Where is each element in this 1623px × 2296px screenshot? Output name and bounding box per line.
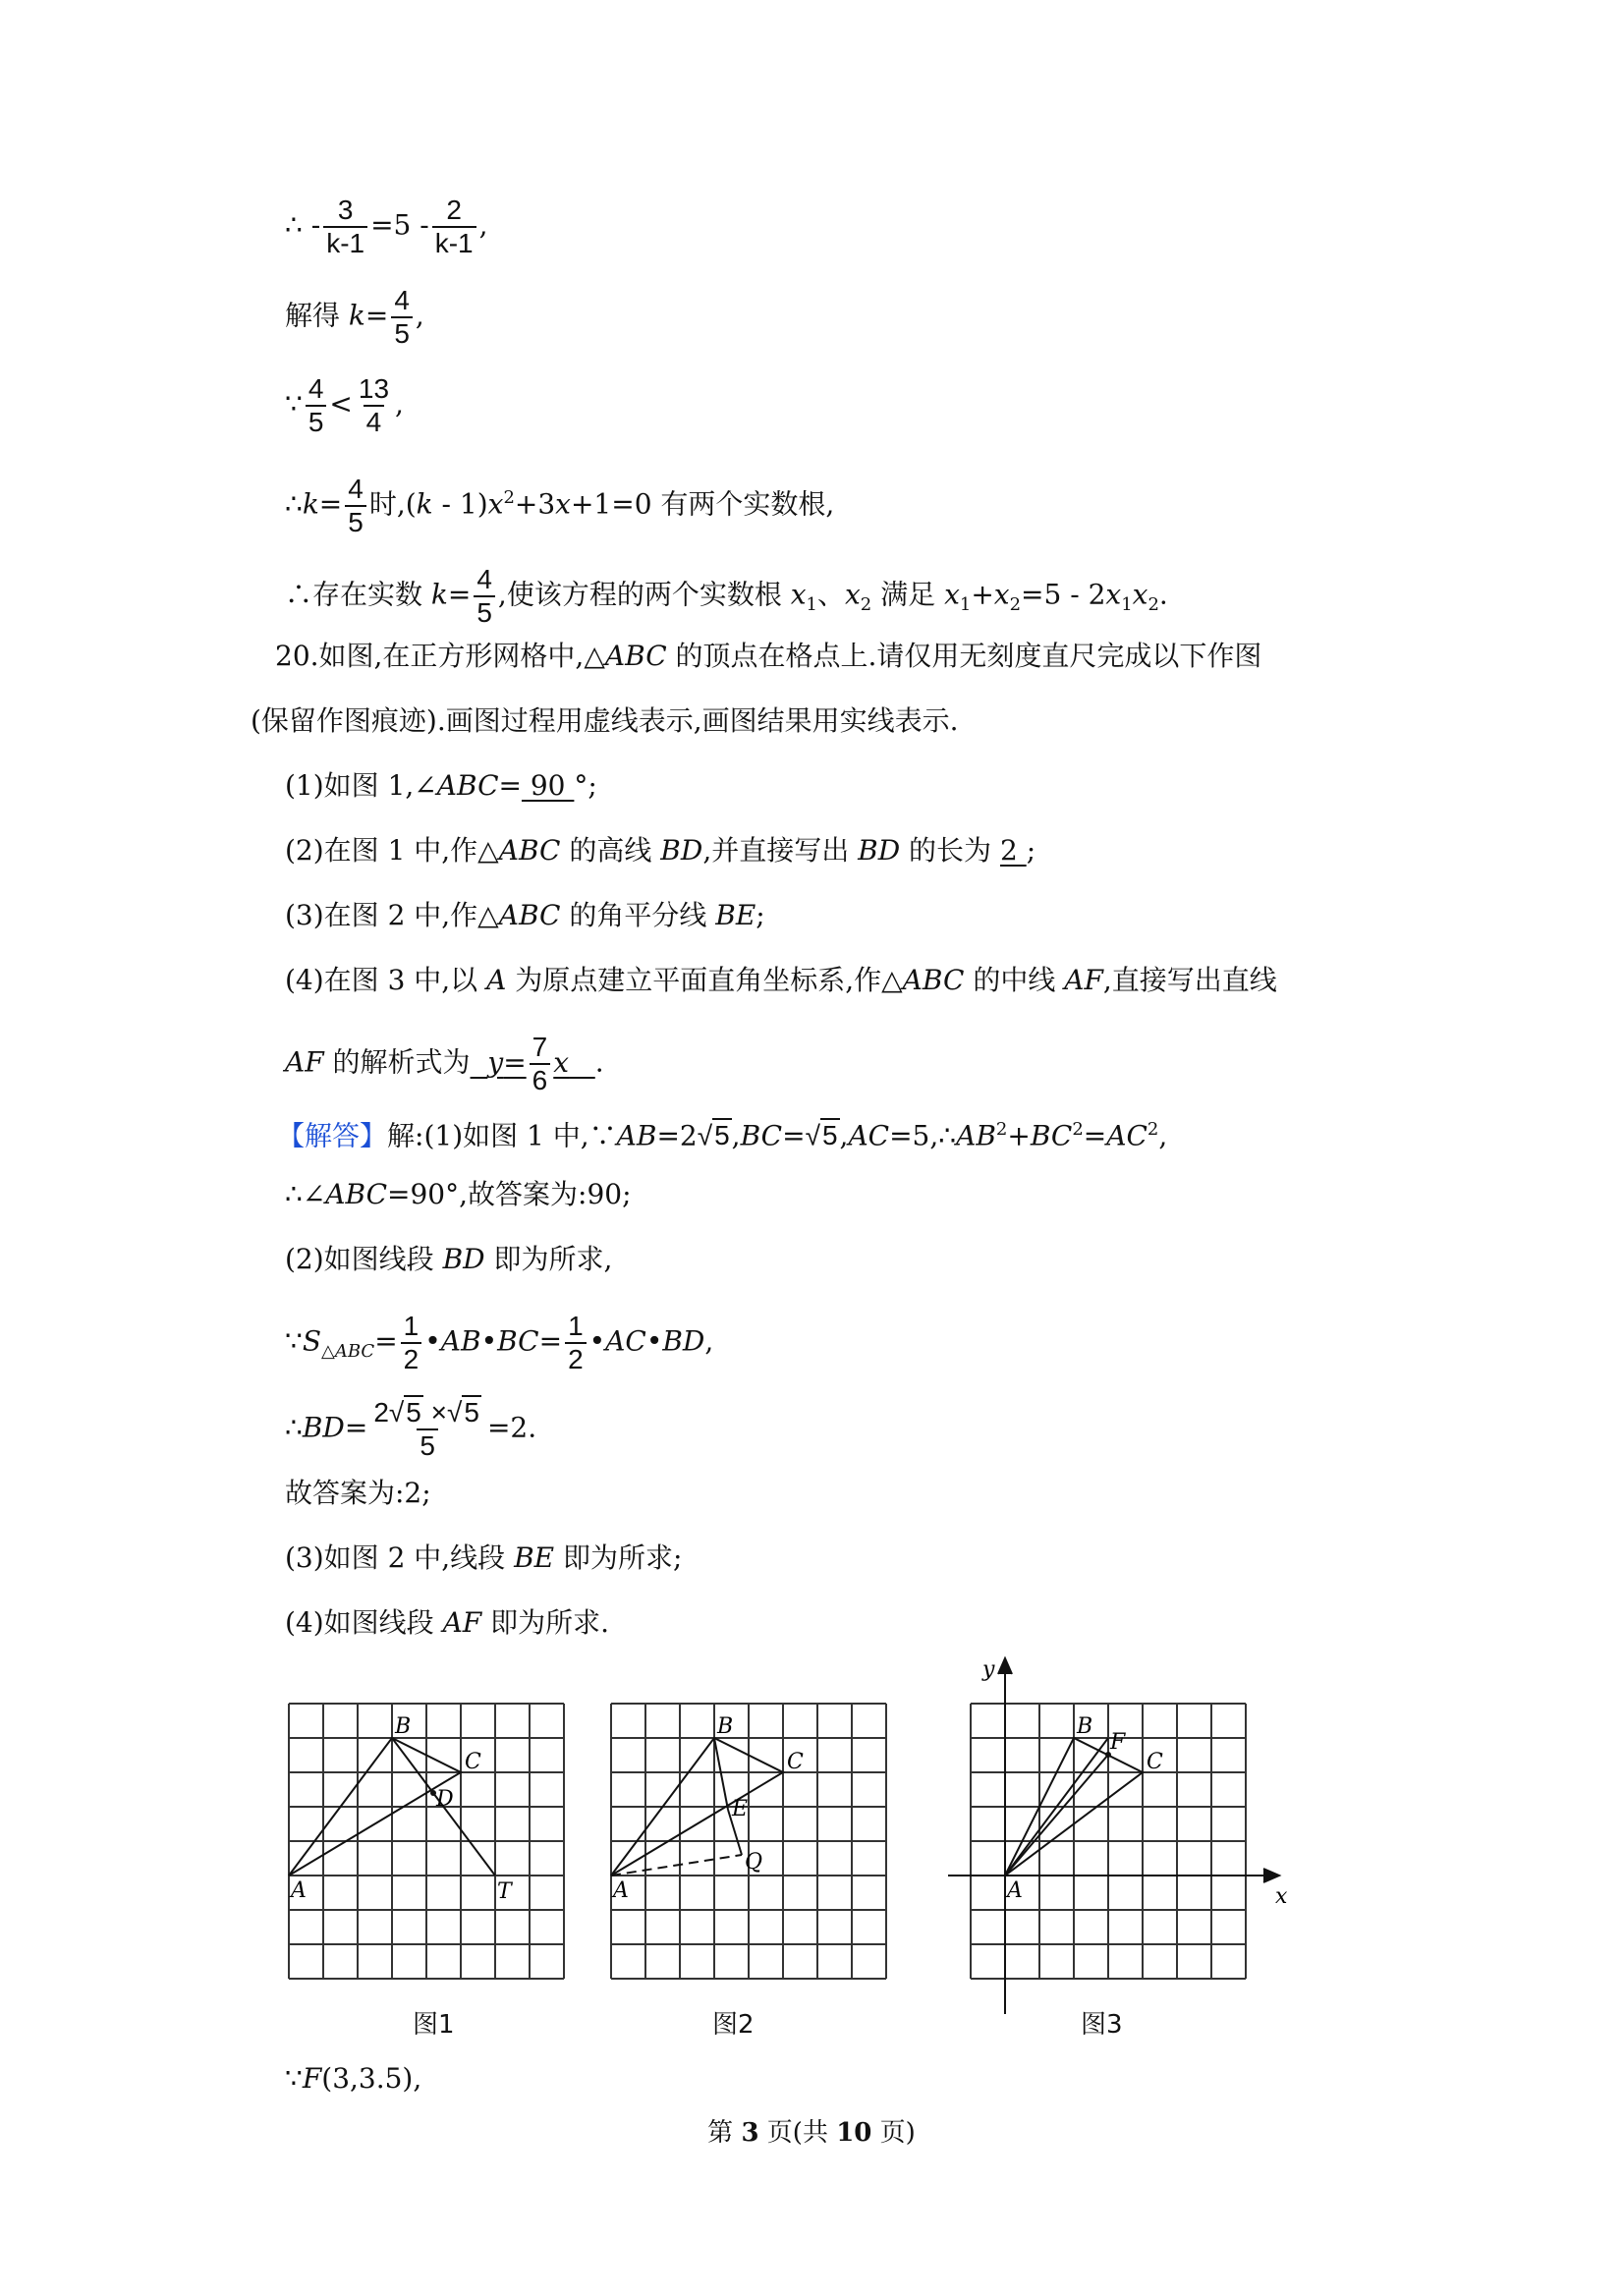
figure-1-caption: 图1 [413, 2010, 455, 2040]
figure-2-caption: 图2 [712, 2010, 755, 2040]
answer-line-2: ∴∠ABC=90°,故答案为:90; [285, 1178, 632, 1210]
equation-line-4: ∴k= $\frac{4}{5}$ 时$,(k - 1)x^2+3x+1=0$ 有两个实数根, [285, 474, 835, 537]
answer-line-1: 【解答】解:(1)如图 1 中$,\because AB=2√5,BC=√5,AC=5,\therefore AB^2+BC^2=AC^2$, [277, 1119, 1168, 1152]
label-y: y [982, 1657, 995, 1682]
answer-line-3: (2)如图线段 BD 即为所求, [285, 1243, 613, 1275]
figure-3-caption: 图3 [1081, 2010, 1123, 2040]
figure-1 [275, 1690, 580, 1994]
answer-line-8: (4)如图线段 AF 即为所求. [285, 1606, 610, 1639]
label-b: B [1077, 1714, 1093, 1739]
question-20-stem-1: 20.如图,在正方形网格中,△ABC 的顶点在格点上.请仅用无刻度直尺完成以下作图 [275, 640, 1262, 672]
label-d: D [436, 1787, 454, 1812]
label-a: A [291, 1878, 307, 1903]
bisector-be [714, 1738, 728, 1810]
label-a: A [613, 1878, 629, 1903]
label-q: Q [745, 1850, 763, 1875]
answer-line-7: (3)如图 2 中,线段 BE 即为所求; [285, 1541, 683, 1574]
question-20-part-3: (3)在图 2 中,作△ABC 的角平分线 BE; [285, 899, 765, 931]
label-t: T [497, 1879, 512, 1904]
equation-line-1: ∴ - $\frac{3}{k-1}$ =5 - $\frac{2}{k-1}$ , [285, 195, 488, 258]
label-a: A [1007, 1878, 1023, 1903]
label-x: x [1275, 1884, 1288, 1909]
x-axis-arrow [1263, 1869, 1279, 1882]
label-b: B [717, 1714, 734, 1739]
answer-line-9: ∵F(3,3.5), [285, 2062, 422, 2095]
label-b: B [395, 1714, 412, 1739]
answer-tag: 【解答】 [277, 1119, 388, 1152]
figure-3-grid [971, 1704, 1246, 1979]
label-c: C [1147, 1750, 1163, 1774]
answer-line-4: $\because S_{\triangle ABC}=$ $\frac{1}{2}$ •AB•BC= $\frac{1}{2}$ •AC•BD, [285, 1311, 714, 1374]
label-f: F [1110, 1730, 1126, 1755]
figure-2-grid [611, 1704, 886, 1979]
label-e: E [732, 1797, 749, 1821]
dashed-aq [611, 1855, 742, 1876]
equation-line-5: ∴存在实数 k= $\frac{4}{5}$ ,使该方程的两个实数根 $x_1$、$x_2$ 满足 $x_1+x_2=5 - 2x_1x_2$. [285, 564, 1168, 628]
figure-3 [943, 1651, 1297, 2024]
y-axis-arrow [998, 1658, 1012, 1674]
figure-1-grid [289, 1704, 564, 1979]
equation-line-3: ∵ $\frac{4}{5}$ < $\frac{13}{4}$ , [285, 373, 404, 437]
question-20-part-2: (2)在图 1 中,作△ABC 的高线 BD,并直接写出 BD 的长为 2 ; [285, 834, 1036, 867]
figure-2 [597, 1690, 902, 1994]
answer-line-5: ∴BD= $\frac{2√5 \times√5}{5}$ =2. [285, 1397, 537, 1461]
question-20-part-1: (1)如图 1,∠ABC= 90 °; [285, 769, 597, 802]
answer-line-6: 故答案为:2; [285, 1477, 431, 1509]
question-20-part-4-cont: AF 的解析式为 y= $\frac{7}{6}$ x . [285, 1032, 604, 1095]
question-20-stem-2: (保留作图痕迹).画图过程用虚线表示,画图结果用实线表示. [251, 704, 959, 737]
equation-line-2: 解得 k= $\frac{4}{5}$ , [285, 285, 424, 349]
label-c: C [787, 1750, 804, 1774]
label-c: C [465, 1750, 481, 1774]
question-20-part-4: (4)在图 3 中,以 A 为原点建立平面直角坐标系,作△ABC 的中线 AF,直接写出直线 [285, 964, 1277, 996]
page-footer: 第 3 页(共 10 页) [707, 2118, 916, 2148]
